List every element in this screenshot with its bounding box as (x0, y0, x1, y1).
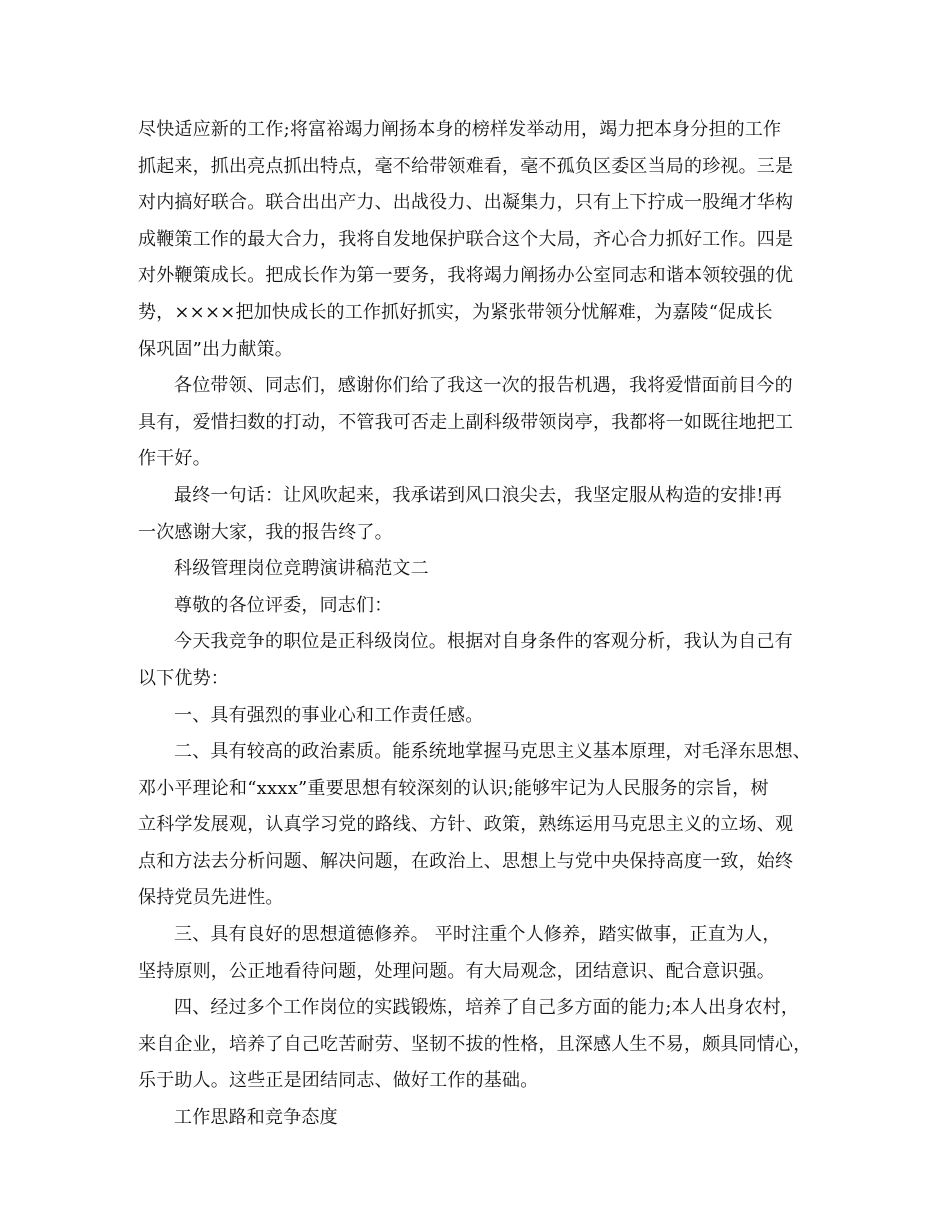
text-line: 四、经过多个工作岗位的实践锻炼，培养了自己多方面的能力;本人出身农村， (174, 997, 800, 1019)
text-line: 对外鞭策成长。把成长作为第一要务，我将竭力阐扬办公室同志和谐本领较强的优 (138, 265, 794, 287)
text-line: 二、具有较高的政治素质。能系统地掌握马克思主义基本原理，对毛泽东思想、 (174, 741, 811, 763)
text-line: 最终一句话：让风吹起来，我承诺到风口浪尖去，我坚定服从构造的安排!再 (174, 484, 783, 506)
text-line: 坚持原则，公正地看待问题，处理问题。有大局观念，团结意识、配合意识强。 (138, 960, 775, 982)
text-line: 工作思路和竞争态度 (174, 1107, 338, 1129)
text-line: 点和方法去分析问题、解决问题，在政治上、思想上与党中央保持高度一致，始终 (138, 850, 794, 872)
text-line: 三、具有良好的思想道德修养。 平时注重个人修养，踏实做事，正直为人， (174, 924, 781, 946)
text-line: 一、具有强烈的事业心和工作责任感。 (174, 704, 484, 726)
text-line: 尊敬的各位评委，同志们： (174, 594, 393, 616)
text-line: 抓起来，抓出亮点抓出特点，毫不给带领难看，毫不孤负区委区当局的珍视。三是 (138, 155, 794, 177)
text-line: 具有，爱惜扫数的打动，不管我可否走上副科级带领岗亭，我都将一如既往地把工 (138, 411, 794, 433)
text-line: 以下优势： (138, 667, 229, 689)
document-body (138, 112, 818, 1137)
text-line: 邓小平理论和“xxxx”重要思想有较深刻的认识;能够牢记为人民服务的宗旨，树 (138, 777, 769, 799)
text-line: 势，××××把加快成长的工作抓好抓实，为紧张带领分忧解难，为嘉陵“促成长 (138, 301, 773, 323)
text-line: 今天我竞争的职位是正科级岗位。根据对自身条件的客观分析，我认为自己有 (174, 631, 793, 653)
text-line: 立科学发展观，认真学习党的路线、方针、政策，熟练运用马克思主义的立场、观 (138, 814, 794, 836)
text-line: 一次感谢大家，我的报告终了。 (138, 521, 393, 543)
text-line: 来自企业，培养了自己吃苦耐劳、坚韧不拔的性格，且深感人生不易，颇具同情心， (138, 1033, 812, 1055)
text-line: 对内搞好联合。联合出出产力、出战役力、出凝集力，只有上下拧成一股绳才华构 (138, 192, 794, 214)
text-line: 各位带领、同志们，感谢你们给了我这一次的报告机遇，我将爱惜面前目今的 (174, 375, 793, 397)
text-line: 成鞭策工作的最大合力，我将自发地保护联合这个大局，齐心合力抓好工作。四是 (138, 228, 794, 250)
text-line: 乐于助人。这些正是团结同志、做好工作的基础。 (138, 1070, 539, 1092)
text-line: 保巩固”出力献策。 (138, 338, 294, 360)
text-line: 保持党员先进性。 (138, 887, 284, 909)
text-line: 尽快适应新的工作;将富裕竭力阐扬本身的榜样发举动用，竭力把本身分担的工作 (138, 119, 782, 140)
text-line: 科级管理岗位竞聘演讲稿范文二 (174, 558, 429, 580)
text-line: 作干好。 (138, 448, 211, 470)
